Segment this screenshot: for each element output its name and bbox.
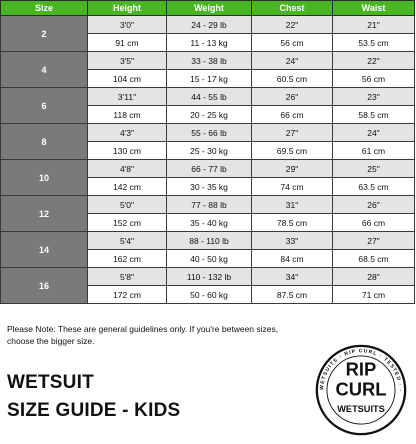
height-imperial-cell: 5'4" [88, 232, 167, 250]
header-weight: Weight [167, 1, 252, 16]
height-metric-cell: 118 cm [88, 106, 167, 124]
size-cell: 4 [1, 52, 88, 88]
rip-curl-wetsuits-logo [315, 344, 407, 436]
weight-imperial-cell: 33 - 38 lb [167, 52, 252, 70]
height-metric-cell: 130 cm [88, 142, 167, 160]
chest-metric-cell: 87.5 cm [252, 286, 333, 304]
weight-imperial-cell: 66 - 77 lb [167, 160, 252, 178]
height-imperial-cell: 3'5" [88, 52, 167, 70]
waist-metric-cell: 71 cm [333, 286, 415, 304]
weight-imperial-cell: 44 - 55 lb [167, 88, 252, 106]
weight-metric-cell: 20 - 25 kg [167, 106, 252, 124]
size-cell: 14 [1, 232, 88, 268]
height-metric-cell: 172 cm [88, 286, 167, 304]
waist-imperial-cell: 25" [333, 160, 415, 178]
waist-imperial-cell: 23" [333, 88, 415, 106]
chest-imperial-cell: 33" [252, 232, 333, 250]
logo-text-middle: CURL [335, 378, 387, 400]
table-row-imperial [1, 196, 415, 214]
table-row-imperial [1, 16, 415, 34]
waist-metric-cell: 53.5 cm [333, 34, 415, 52]
height-imperial-cell: 3'0" [88, 16, 167, 34]
weight-imperial-cell: 77 - 88 lb [167, 196, 252, 214]
waist-metric-cell: 56 cm [333, 70, 415, 88]
size-cell: 2 [1, 16, 88, 52]
height-imperial-cell: 5'0" [88, 196, 167, 214]
weight-metric-cell: 25 - 30 kg [167, 142, 252, 160]
logo-ring-text: WETSUITS · RIP CURL · TESTED · · [319, 348, 403, 393]
size-cell: 12 [1, 196, 88, 232]
waist-imperial-cell: 21" [333, 16, 415, 34]
table-row-imperial [1, 268, 415, 286]
weight-metric-cell: 30 - 35 kg [167, 178, 252, 196]
height-metric-cell: 91 cm [88, 34, 167, 52]
header-height: Height [88, 1, 167, 16]
header-row [1, 1, 415, 16]
size-cell: 10 [1, 160, 88, 196]
title-size-guide-kids: SIZE GUIDE - KIDS [7, 400, 181, 421]
header-size: Size [1, 1, 88, 16]
chest-metric-cell: 84 cm [252, 250, 333, 268]
weight-imperial-cell: 110 - 132 lb [167, 268, 252, 286]
chest-imperial-cell: 27" [252, 124, 333, 142]
weight-metric-cell: 40 - 50 kg [167, 250, 252, 268]
table-row-imperial [1, 160, 415, 178]
height-imperial-cell: 4'8" [88, 160, 167, 178]
chest-imperial-cell: 22" [252, 16, 333, 34]
waist-imperial-cell: 24" [333, 124, 415, 142]
chest-imperial-cell: 31" [252, 196, 333, 214]
height-imperial-cell: 5'8" [88, 268, 167, 286]
chest-metric-cell: 78.5 cm [252, 214, 333, 232]
chest-imperial-cell: 26" [252, 88, 333, 106]
weight-metric-cell: 11 - 13 kg [167, 34, 252, 52]
weight-metric-cell: 15 - 17 kg [167, 70, 252, 88]
waist-imperial-cell: 27" [333, 232, 415, 250]
logo-text-top: RIP [345, 358, 377, 380]
table-row-imperial [1, 52, 415, 70]
waist-imperial-cell: 28" [333, 268, 415, 286]
logo-text-bottom: WETSUITS [337, 404, 385, 415]
chest-imperial-cell: 24" [252, 52, 333, 70]
weight-metric-cell: 50 - 60 kg [167, 286, 252, 304]
weight-imperial-cell: 88 - 110 lb [167, 232, 252, 250]
size-note: Please Note: These are general guidelines only. If you're between sizes, choose the bigger size. [7, 324, 279, 346]
chest-metric-cell: 56 cm [252, 34, 333, 52]
waist-imperial-cell: 22" [333, 52, 415, 70]
weight-metric-cell: 35 - 40 kg [167, 214, 252, 232]
header-waist: Waist [333, 1, 415, 16]
table-body [1, 16, 415, 304]
weight-imperial-cell: 55 - 66 lb [167, 124, 252, 142]
chest-imperial-cell: 29" [252, 160, 333, 178]
height-imperial-cell: 3'11" [88, 88, 167, 106]
weight-imperial-cell: 24 - 29 lb [167, 16, 252, 34]
size-cell: 6 [1, 88, 88, 124]
waist-metric-cell: 61 cm [333, 142, 415, 160]
height-metric-cell: 162 cm [88, 250, 167, 268]
chest-imperial-cell: 34" [252, 268, 333, 286]
waist-metric-cell: 58.5 cm [333, 106, 415, 124]
waist-metric-cell: 63.5 cm [333, 178, 415, 196]
header-chest: Chest [252, 1, 333, 16]
waist-metric-cell: 68.5 cm [333, 250, 415, 268]
size-cell: 8 [1, 124, 88, 160]
table-row-imperial [1, 124, 415, 142]
size-cell: 16 [1, 268, 88, 304]
height-metric-cell: 152 cm [88, 214, 167, 232]
table-row-imperial [1, 232, 415, 250]
chest-metric-cell: 60.5 cm [252, 70, 333, 88]
height-metric-cell: 142 cm [88, 178, 167, 196]
height-metric-cell: 104 cm [88, 70, 167, 88]
table-row-imperial [1, 88, 415, 106]
chest-metric-cell: 69.5 cm [252, 142, 333, 160]
chest-metric-cell: 74 cm [252, 178, 333, 196]
chest-metric-cell: 66 cm [252, 106, 333, 124]
height-imperial-cell: 4'3" [88, 124, 167, 142]
waist-imperial-cell: 26" [333, 196, 415, 214]
waist-metric-cell: 66 cm [333, 214, 415, 232]
title-wetsuit: WETSUIT [7, 372, 94, 393]
